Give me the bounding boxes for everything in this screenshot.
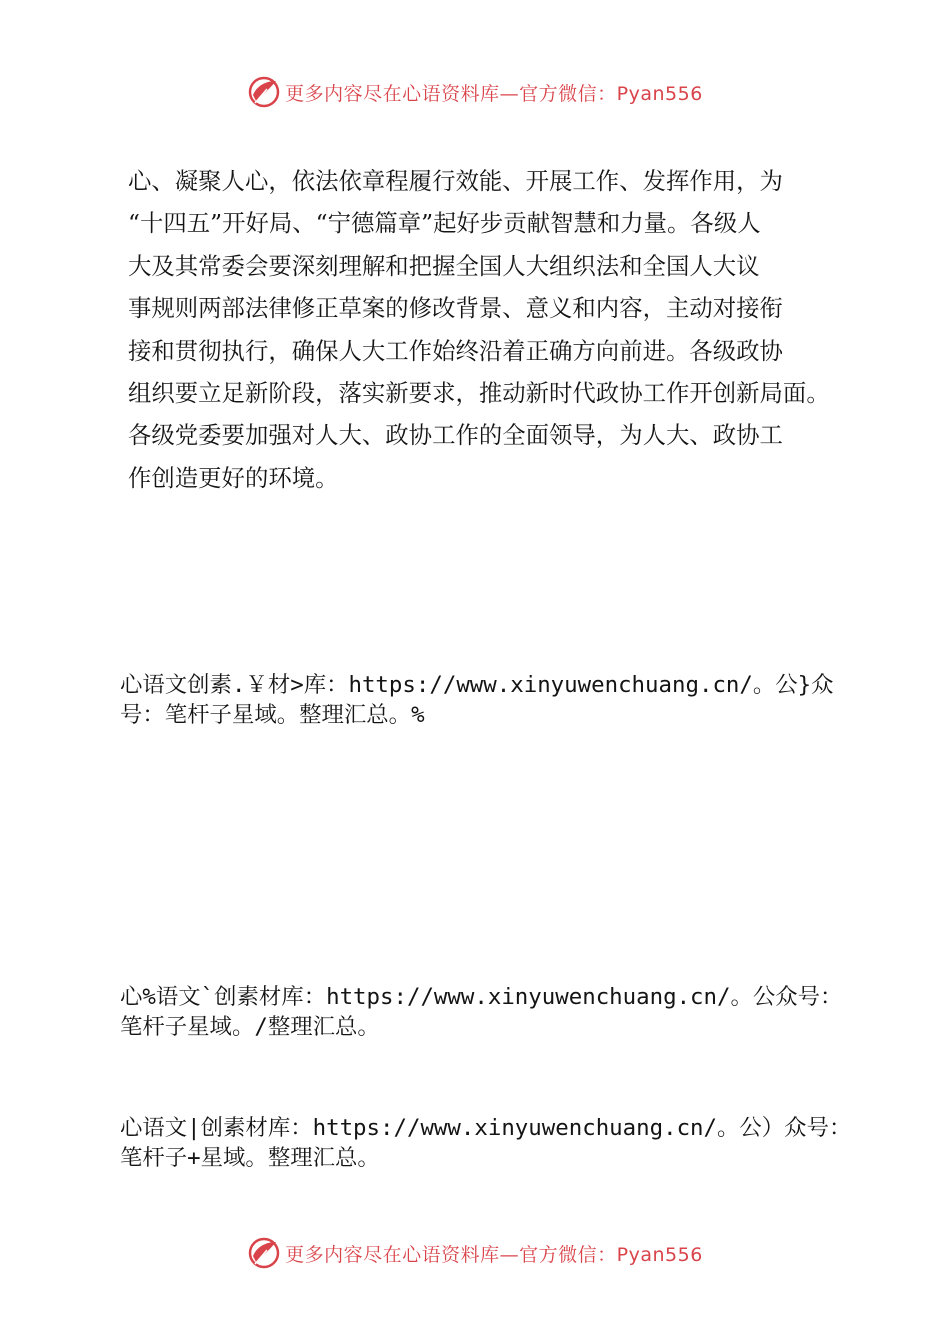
body-line: 大及其常委会要深刻理解和把握全国人大组织法和全国人大议 <box>128 251 760 280</box>
source-note <box>120 670 880 730</box>
quill-logo-icon <box>247 75 281 109</box>
footer-banner-label: 更多内容尽在心语资料库—官方微信： <box>285 1243 617 1266</box>
footer-banner-id: Pyan556 <box>616 1243 703 1266</box>
body-line: 各级党委要加强对人大、政协工作的全面领导，为人大、政协工 <box>128 421 783 450</box>
source-note <box>120 982 880 1042</box>
header-banner-id: Pyan556 <box>616 82 703 105</box>
source-note <box>120 1113 880 1173</box>
header-banner <box>0 72 950 112</box>
body-line: 事规则两部法律修正草案的修改背景、意义和内容，主动对接衔 <box>128 294 783 323</box>
body-line: “十四五”开好局、“宁德篇章”起好步贡献智慧和力量。各级人 <box>128 209 761 238</box>
source-note-line: 号：笔杆子星域。整理汇总。% <box>120 702 425 728</box>
body-line: 组织要立足新阶段，落实新要求，推动新时代政协工作开创新局面。 <box>128 379 830 408</box>
header-banner-label: 更多内容尽在心语资料库—官方微信： <box>285 82 617 105</box>
source-note-line: 笔杆子+星域。整理汇总。 <box>120 1145 380 1171</box>
body-line: 心、凝聚人心，依法依章程履行效能、开展工作、发挥作用，为 <box>128 167 783 195</box>
header-banner-text <box>285 79 703 106</box>
source-note-line: 心%语文`创素材库：https://www.xinyuwenchuang.cn/。公众号： <box>120 984 843 1010</box>
body-paragraph <box>128 160 858 499</box>
body-line: 接和贯彻执行，确保人大工作始终沿着正确方向前进。各级政协 <box>128 336 783 365</box>
quill-logo-icon <box>247 1236 281 1270</box>
source-note-line: 笔杆子星域。/整理汇总。 <box>120 1014 380 1040</box>
footer-banner-text <box>285 1240 703 1267</box>
footer-banner <box>0 1233 950 1273</box>
body-line: 作创造更好的环境。 <box>128 463 339 492</box>
source-note-line: 心语文|创素材库：https://www.xinyuwenchuang.cn/。公）众号： <box>120 1115 852 1141</box>
source-note-line: 心语文创素.￥材>库：https://www.xinyuwenchuang.cn/。公}众 <box>120 672 834 698</box>
